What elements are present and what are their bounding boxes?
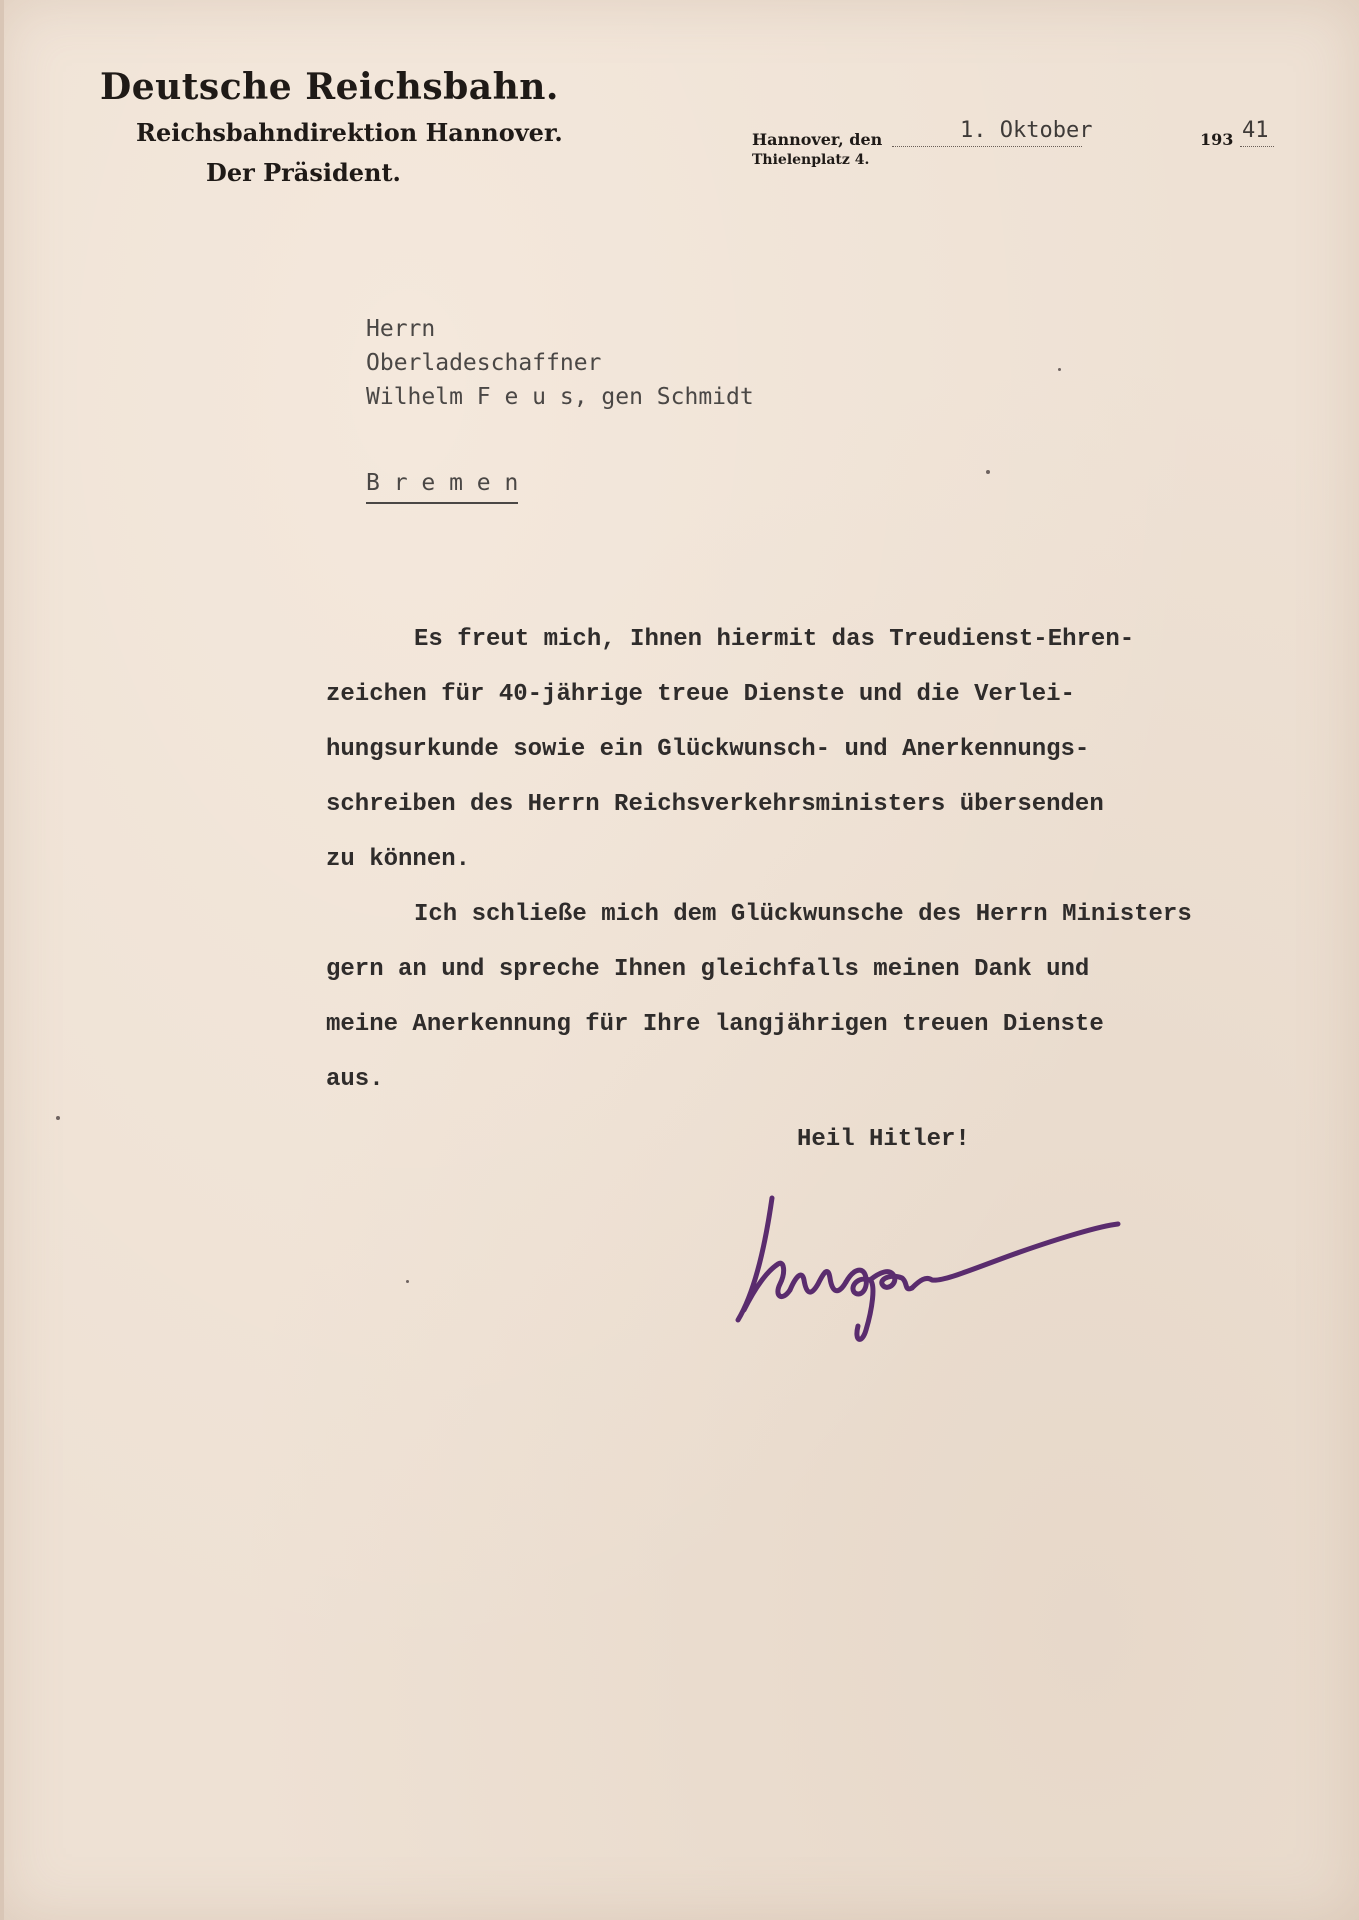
letterhead-directorate: Reichsbahndirektion Hannover. <box>136 118 563 147</box>
recipient-city: B r e m e n <box>366 466 518 504</box>
recipient-salutation: Herrn <box>366 316 436 342</box>
body-line: aus. <box>326 1066 384 1093</box>
signature-label: Krüger <box>920 1345 924 1346</box>
body-line: hungsurkunde sowie ein Glückwunsch- und Anerkennungs- <box>326 736 1090 763</box>
dateline-place: Hannover, den <box>752 130 883 149</box>
body-line: meine Anerkennung für Ihre langjährigen treuen Dienste <box>326 1011 1104 1038</box>
closing-salutation: Heil Hitler! <box>797 1126 970 1153</box>
paper-speck <box>56 1116 60 1120</box>
letterhead-organization: Deutsche Reichsbahn. <box>100 66 559 108</box>
dateline-street: Thielenplatz 4. <box>752 152 870 168</box>
handwritten-signature <box>720 1180 1140 1350</box>
paper-edge <box>0 0 4 1920</box>
body-line: Es freut mich, Ihnen hiermit das Treudienst-Ehren- <box>414 626 1135 653</box>
paper-speck <box>986 470 990 474</box>
body-line: Ich schließe mich dem Glückwunsche des Herrn Ministers <box>414 901 1192 928</box>
dateline-century: 193 <box>1200 130 1234 149</box>
letter-body <box>326 612 1326 1107</box>
dateline-year-rule <box>1240 146 1274 147</box>
paper-speck <box>406 1280 409 1283</box>
letterhead-office: Der Präsident. <box>206 158 401 187</box>
body-line: gern an und spreche Ihnen gleichfalls meinen Dank und <box>326 956 1090 983</box>
recipient-title: Oberladeschaffner <box>366 350 602 376</box>
letterhead <box>100 66 563 187</box>
paper-speck <box>1058 368 1061 371</box>
dateline-dotted-rule <box>892 146 1082 147</box>
body-line: schreiben des Herrn Reichsverkehrsministers übersenden <box>326 791 1104 818</box>
recipient-name: Wilhelm F e u s, gen Schmidt <box>366 384 754 410</box>
body-line: zeichen für 40-jährige treue Dienste und die Verlei- <box>326 681 1075 708</box>
recipient-address <box>366 312 754 496</box>
dateline-day-month: 1. Oktober <box>960 118 1093 143</box>
dateline-year: 41 <box>1242 118 1269 143</box>
body-line: zu können. <box>326 846 471 873</box>
